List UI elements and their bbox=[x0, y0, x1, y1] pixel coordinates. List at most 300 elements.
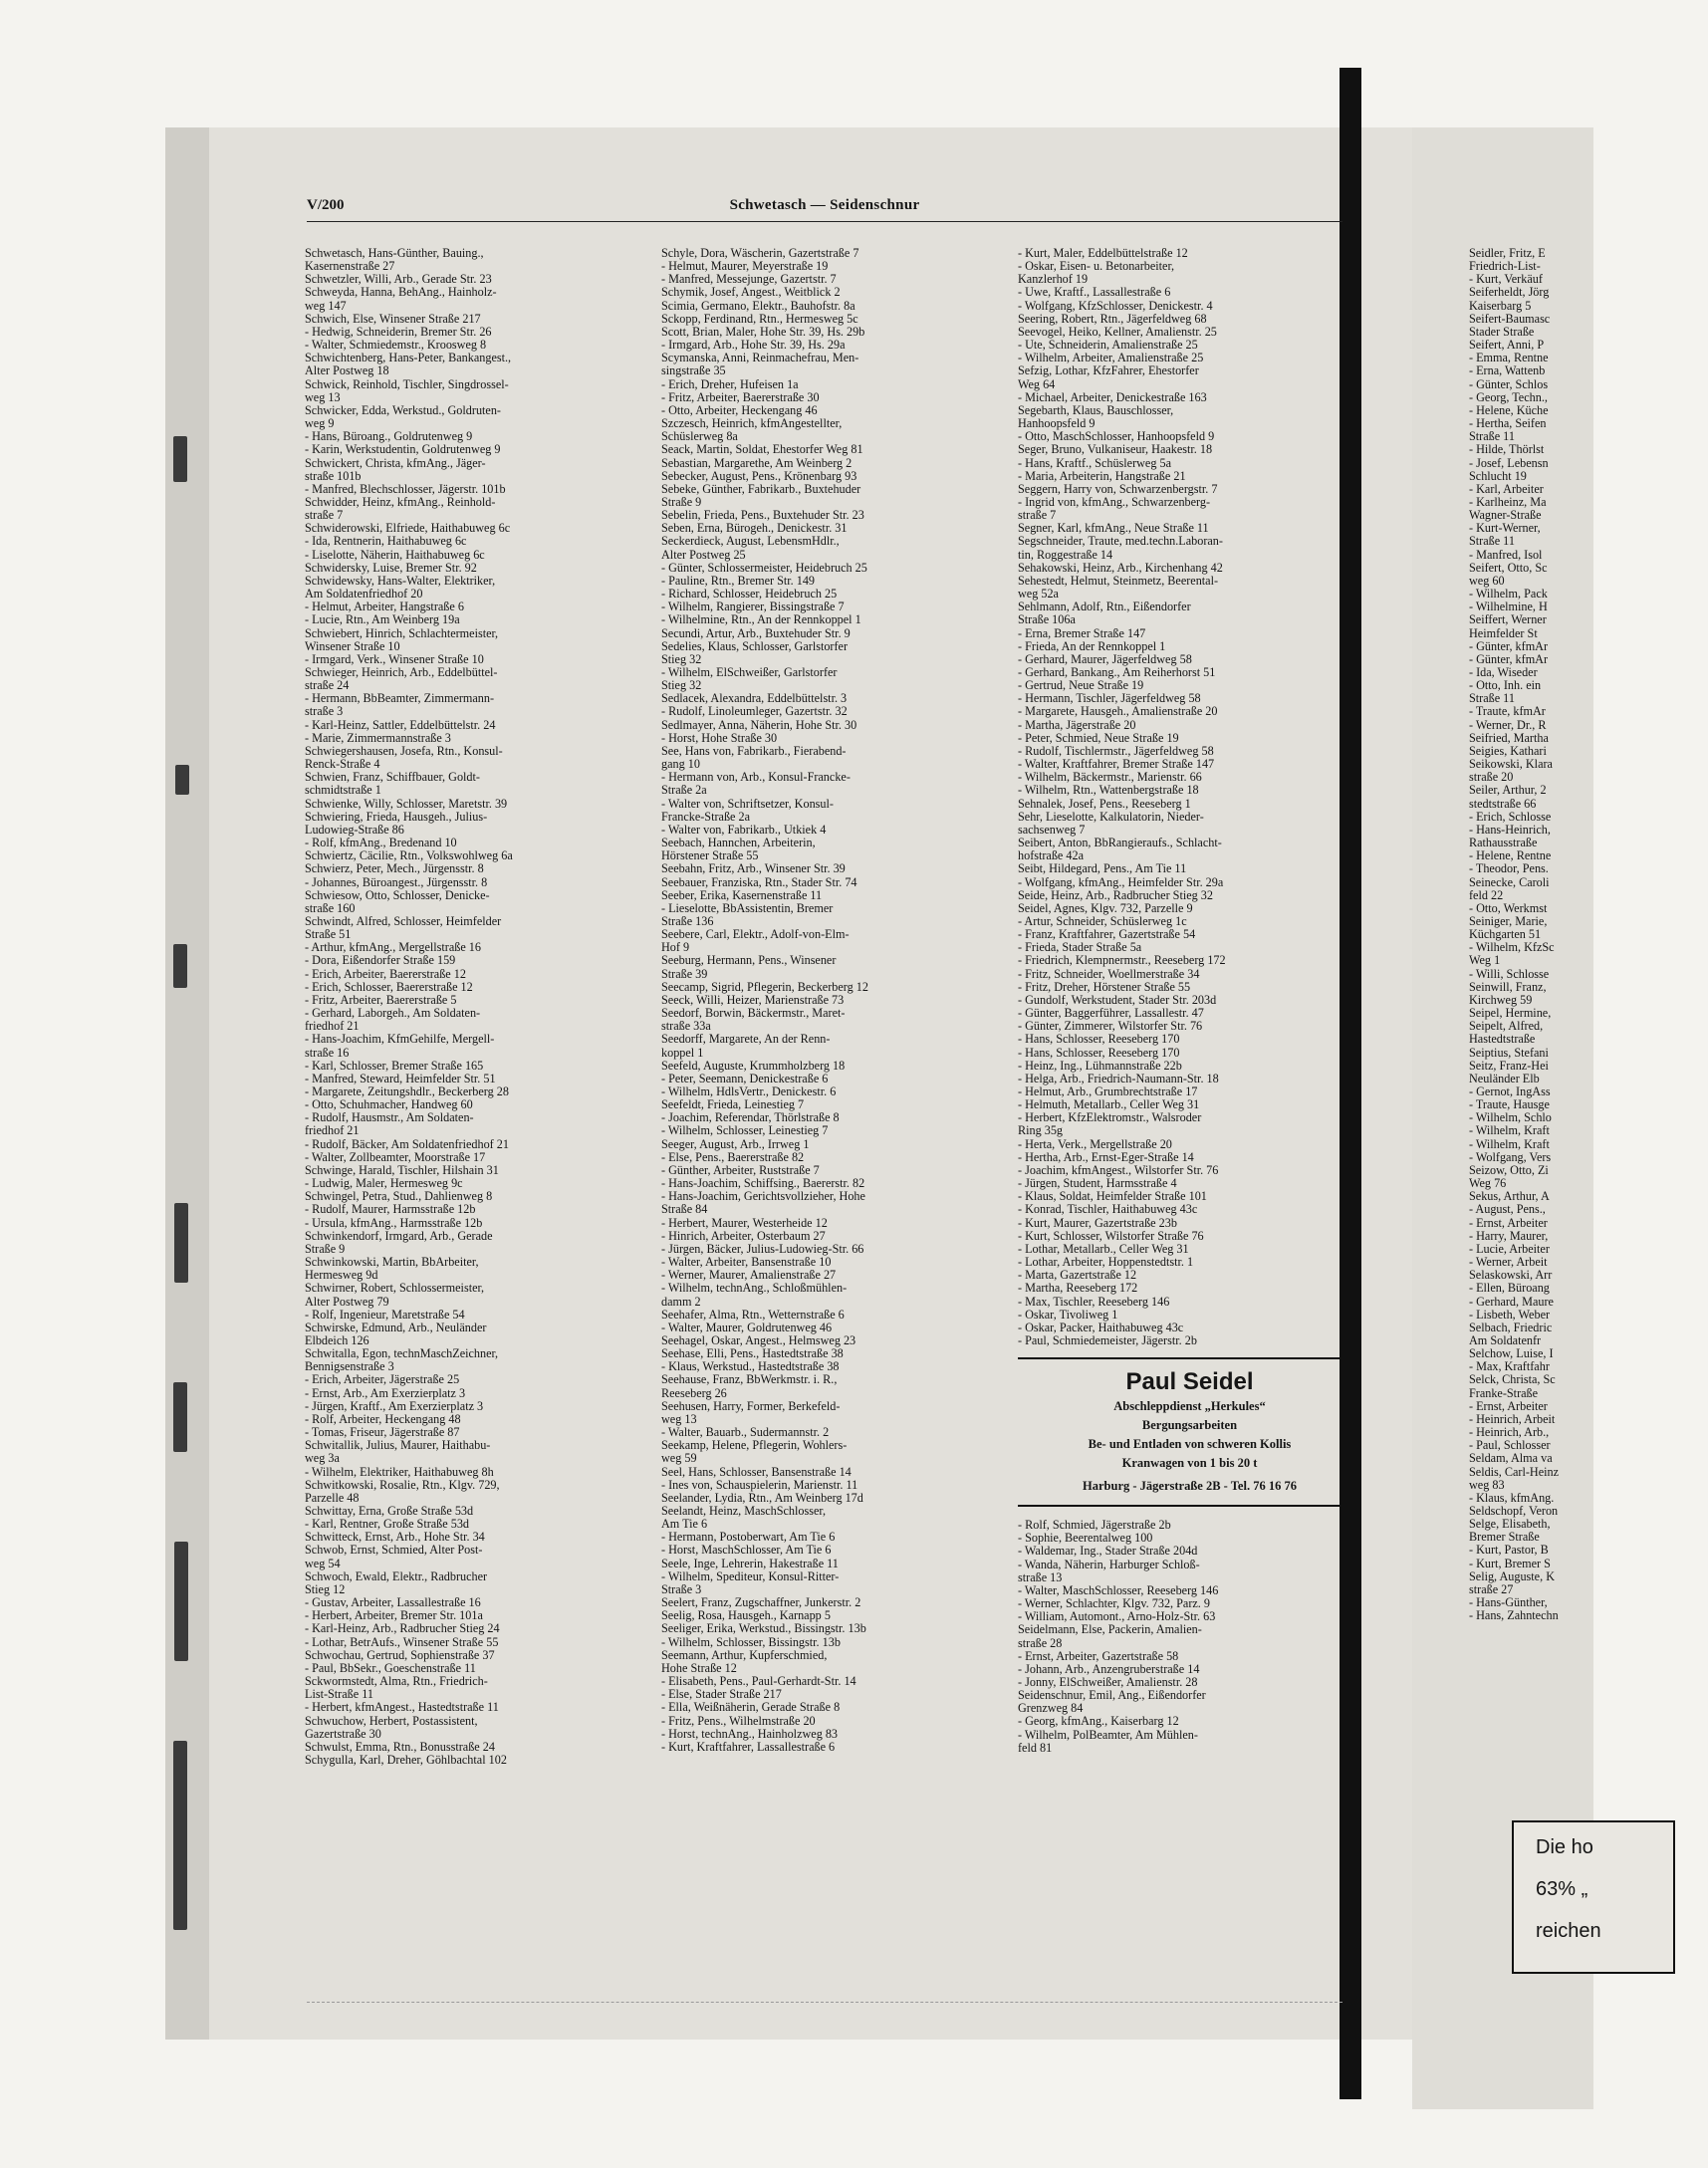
directory-entry: Sedelies, Klaus, Schlosser, Garlstorfer bbox=[661, 638, 849, 653]
directory-entry: Seifert, Otto, Sc bbox=[1469, 560, 1548, 575]
ad-line: Bergungsarbeiten bbox=[1141, 1418, 1238, 1433]
directory-entry: Seebahn, Fritz, Arb., Winsener Str. 39 bbox=[661, 861, 846, 876]
directory-entry: Seinecke, Caroli bbox=[1469, 874, 1550, 889]
directory-entry: Franke-Straße bbox=[1469, 1385, 1539, 1400]
edge-mark bbox=[173, 1741, 187, 1930]
directory-entry: - Karl, Arbeiter bbox=[1469, 481, 1544, 496]
directory-entry: Seldschopf, Veron bbox=[1469, 1504, 1559, 1518]
directory-entry: - Fritz, Schneider, Woellmerstraße 34 bbox=[1018, 966, 1200, 981]
directory-entry: - Paul, Schlosser bbox=[1469, 1438, 1551, 1453]
directory-entry: straße 3 bbox=[305, 704, 344, 719]
directory-entry: Schwinge, Harald, Tischler, Hilshain 31 bbox=[305, 1162, 499, 1177]
directory-entry: Weg 64 bbox=[1018, 376, 1056, 391]
directory-entry: - Wilhelm, PolBeamter, Am Mühlen- bbox=[1018, 1727, 1198, 1742]
directory-entry: Am Soldatenfriedhof 20 bbox=[305, 587, 423, 602]
directory-entry: - Erich, Dreher, Hufeisen 1a bbox=[661, 376, 799, 391]
directory-entry: - Wilhelm, Elektriker, Haithabuweg 8h bbox=[305, 1464, 494, 1479]
directory-entry: - Lisbeth, Weber bbox=[1469, 1307, 1551, 1322]
directory-entry: Ring 35g bbox=[1018, 1123, 1064, 1138]
next-ad-line: reichen bbox=[1536, 1920, 1601, 1942]
directory-entry: Kasernenstraße 27 bbox=[305, 259, 395, 274]
directory-entry: - Ernst, Arb., Am Exerzierplatz 3 bbox=[305, 1385, 466, 1400]
directory-entry: weg 13 bbox=[661, 1411, 697, 1426]
directory-entry: Schwochau, Gertrud, Sophienstraße 37 bbox=[305, 1647, 495, 1662]
directory-column-2 bbox=[661, 247, 1005, 1754]
directory-entry: - Ursula, kfmAng., Harmsstraße 12b bbox=[305, 1215, 483, 1230]
directory-entry: tin, Roggestraße 14 bbox=[1018, 547, 1113, 562]
directory-entry: Straße 39 bbox=[661, 966, 708, 981]
directory-entry: Alter Postweg 18 bbox=[305, 363, 389, 378]
directory-entry: - Walter, Zollbeamter, Moorstraße 17 bbox=[305, 1149, 486, 1164]
directory-entry: - Kurt, Bremer S bbox=[1469, 1556, 1551, 1570]
column-3-entries-continued bbox=[1018, 1519, 1361, 1755]
directory-entry: - Marie, Zimmermannstraße 3 bbox=[305, 730, 451, 745]
directory-entry: Seelander, Lydia, Rtn., Am Weinberg 17d bbox=[661, 1490, 863, 1505]
directory-entry: - Wilhelm, Kraft bbox=[1469, 1123, 1550, 1138]
directory-entry: Seeburg, Hermann, Pens., Winsener bbox=[661, 953, 837, 968]
directory-entry: Küchgarten 51 bbox=[1469, 927, 1542, 942]
directory-entry: - Johannes, Büroangest., Jürgensstr. 8 bbox=[305, 874, 488, 889]
directory-entry: sachsenweg 7 bbox=[1018, 822, 1086, 837]
directory-entry: - Wilhelm, Rangierer, Bissingstraße 7 bbox=[661, 600, 845, 614]
directory-entry: - Otto, Werkmst bbox=[1469, 900, 1548, 915]
directory-entry: - Herbert, KfzElektromstr., Walsroder bbox=[1018, 1110, 1202, 1125]
directory-entry: - Helga, Arb., Friedrich-Naumann-Str. 18 bbox=[1018, 1071, 1219, 1085]
directory-entry: Friedrich-List- bbox=[1469, 259, 1541, 274]
directory-entry: Seele, Inge, Lehrerin, Hakestraße 11 bbox=[661, 1556, 839, 1570]
directory-entry: - Helene, Küche bbox=[1469, 402, 1549, 417]
directory-entry: Schwittay, Erna, Große Straße 53d bbox=[305, 1504, 474, 1518]
directory-entry: - Kurt, Maler, Eddelbüttelstraße 12 bbox=[1018, 246, 1188, 260]
directory-entry: Stieg 32 bbox=[661, 651, 702, 666]
directory-entry: Sebastian, Margarethe, Am Weinberg 2 bbox=[661, 455, 853, 470]
directory-entry: - Ida, Wiseder bbox=[1469, 665, 1538, 679]
directory-entry: - Pauline, Rtn., Bremer Str. 149 bbox=[661, 573, 816, 588]
column-3-entries bbox=[1018, 247, 1361, 1347]
directory-entry: Seibert, Anton, BbRangieraufs., Schlacht- bbox=[1018, 836, 1222, 850]
directory-entry: Parzelle 48 bbox=[305, 1490, 360, 1505]
directory-entry: Schwitalla, Egon, technMaschZeichner, bbox=[305, 1346, 499, 1361]
directory-entry: - Hans, Kraftf., Schüslerweg 5a bbox=[1018, 455, 1171, 470]
directory-entry: Seibt, Hildegard, Pens., Am Tie 11 bbox=[1018, 861, 1187, 876]
directory-entry: - Rudolf, Bäcker, Am Soldatenfriedhof 21 bbox=[305, 1136, 509, 1151]
directory-entry: straße 101b bbox=[305, 468, 362, 483]
directory-entry: Seinwill, Franz, bbox=[1469, 979, 1547, 994]
directory-entry: Seefeldt, Frieda, Leinestieg 7 bbox=[661, 1097, 805, 1112]
directory-entry: - Hans, Schlosser, Reeseberg 170 bbox=[1018, 1045, 1180, 1060]
directory-entry: Seebach, Hannchen, Arbeiterin, bbox=[661, 836, 816, 850]
directory-entry: Seelig, Rosa, Hausgeh., Karnapp 5 bbox=[661, 1608, 831, 1623]
directory-entry: - Max, Tischler, Reeseberg 146 bbox=[1018, 1294, 1170, 1309]
directory-entry: Straße 9 bbox=[661, 494, 702, 509]
directory-entry: Sefzig, Lothar, KfzFahrer, Ehestorfer bbox=[1018, 363, 1199, 378]
directory-entry: weg 9 bbox=[305, 416, 335, 431]
directory-entry: - Rolf, kfmAng., Bredenand 10 bbox=[305, 836, 457, 850]
directory-entry: - Ernst, Arbeiter bbox=[1469, 1215, 1548, 1230]
directory-entry: - Johann, Arb., Anzengruberstraße 14 bbox=[1018, 1661, 1200, 1676]
directory-entry: - Kurt, Kraftfahrer, Lassallestraße 6 bbox=[661, 1739, 836, 1754]
directory-entry: - Lothar, BetrAufs., Winsener Straße 55 bbox=[305, 1634, 499, 1649]
directory-entry: - Lucie, Rtn., Am Weinberg 19a bbox=[305, 612, 460, 627]
directory-entry: - Wilhelm, ElSchweißer, Garlstorfer bbox=[661, 665, 838, 679]
directory-entry: - Werner, Arbeit bbox=[1469, 1255, 1548, 1270]
directory-entry: - Wilhelm, Rtn., Wattenbergstraße 18 bbox=[1018, 783, 1199, 798]
directory-entry: Schwindt, Alfred, Schlosser, Heimfelder bbox=[305, 913, 502, 928]
edge-mark bbox=[173, 436, 187, 482]
directory-entry: Schwiegershausen, Josefa, Rtn., Konsul- bbox=[305, 743, 503, 758]
bottom-rule bbox=[307, 2002, 1342, 2003]
directory-entry: Straße 51 bbox=[305, 927, 352, 942]
directory-entry: - Rudolf, Linoleumleger, Gazertstr. 32 bbox=[661, 704, 848, 719]
directory-entry: - Herta, Verk., Mergellstraße 20 bbox=[1018, 1136, 1172, 1151]
directory-entry: - Wilhelm, Schlosser, Leinestieg 7 bbox=[661, 1123, 829, 1138]
directory-entry: stedtstraße 66 bbox=[1469, 796, 1537, 811]
directory-entry: - Margarete, Zeitungshdlr., Beckerberg 28 bbox=[305, 1084, 509, 1098]
directory-entry: - Frieda, An der Rennkoppel 1 bbox=[1018, 638, 1166, 653]
directory-entry: Schwirner, Robert, Schlossermeister, bbox=[305, 1281, 485, 1296]
binding-edge bbox=[165, 127, 209, 2040]
directory-entry: Seifried, Martha bbox=[1469, 730, 1549, 745]
directory-entry: hofstraße 42a bbox=[1018, 848, 1084, 863]
directory-entry: - Rudolf, Hausmstr., Am Soldaten- bbox=[305, 1110, 474, 1125]
directory-entry: Stieg 12 bbox=[305, 1581, 346, 1596]
directory-entry: - Hinrich, Arbeiter, Osterbaum 27 bbox=[661, 1228, 826, 1243]
directory-entry: damm 2 bbox=[661, 1294, 701, 1309]
directory-entry: - Oskar, Tivoliweg 1 bbox=[1018, 1307, 1118, 1322]
directory-entry: Seikowski, Klara bbox=[1469, 757, 1553, 772]
directory-entry: Sebelin, Frieda, Pens., Buxtehuder Str. 23 bbox=[661, 508, 864, 523]
directory-entry: - Franz, Kraftfahrer, Gazertstraße 54 bbox=[1018, 927, 1196, 942]
directory-entry: Kirchweg 59 bbox=[1469, 992, 1533, 1007]
directory-entry: Scimia, Germano, Elektr., Bauhofstr. 8a bbox=[661, 298, 855, 313]
directory-entry: Seebauer, Franziska, Rtn., Stader Str. 74 bbox=[661, 874, 857, 889]
directory-entry: - Jonny, ElSchweißer, Amalienstr. 28 bbox=[1018, 1675, 1198, 1689]
directory-entry: Schymik, Josef, Angest., Weitblick 2 bbox=[661, 285, 841, 300]
directory-entry: Rathausstraße bbox=[1469, 836, 1538, 850]
directory-entry: Seefeld, Auguste, Krummholzberg 18 bbox=[661, 1058, 846, 1073]
directory-entry: Schüslerweg 8a bbox=[661, 429, 738, 444]
directory-entry: Selge, Elisabeth, bbox=[1469, 1517, 1551, 1532]
directory-entry: - Waldemar, Ing., Stader Straße 204d bbox=[1018, 1544, 1198, 1559]
directory-entry: Francke-Straße 2a bbox=[661, 809, 750, 824]
directory-entry: Seehause, Franz, BbWerkmstr. i. R., bbox=[661, 1372, 838, 1387]
directory-column-1 bbox=[305, 247, 648, 1767]
directory-entry: - Michael, Arbeiter, Denickestraße 163 bbox=[1018, 389, 1207, 404]
directory-entry: Schwiesow, Otto, Schlosser, Denicke- bbox=[305, 887, 490, 902]
directory-entry: - Gerhard, Maurer, Jägerfeldweg 58 bbox=[1018, 651, 1192, 666]
directory-entry: - Harry, Maurer, bbox=[1469, 1228, 1549, 1243]
directory-entry: Schwob, Ernst, Schmied, Alter Post- bbox=[305, 1543, 483, 1558]
directory-entry: Seelandt, Heinz, MaschSchlosser, bbox=[661, 1504, 827, 1518]
directory-entry: Hof 9 bbox=[661, 940, 690, 955]
directory-entry: - Günter, kfmAr bbox=[1469, 651, 1549, 666]
directory-entry: - Kurt, Schlosser, Wilstorfer Straße 76 bbox=[1018, 1228, 1204, 1243]
directory-entry: Straße 136 bbox=[661, 913, 714, 928]
directory-entry: - Fritz, Arbeiter, Baererstraße 5 bbox=[305, 992, 457, 1007]
directory-entry: Stader Straße bbox=[1469, 324, 1535, 339]
directory-entry: gang 10 bbox=[661, 757, 700, 772]
directory-entry: singstraße 35 bbox=[661, 363, 726, 378]
directory-entry: Sebeke, Günther, Fabrikarb., Buxtehuder bbox=[661, 481, 861, 496]
directory-entry: - Erich, Arbeiter, Jägerstraße 25 bbox=[305, 1372, 460, 1387]
directory-entry: Sehr, Lieselotte, Kalkulatorin, Nieder- bbox=[1018, 809, 1204, 824]
directory-entry: - Irmgard, Verk., Winsener Straße 10 bbox=[305, 651, 484, 666]
directory-entry: Hanhoopsfeld 9 bbox=[1018, 416, 1096, 431]
directory-entry: straße 7 bbox=[305, 508, 344, 523]
directory-entry: - Marta, Gazertstraße 12 bbox=[1018, 1268, 1137, 1283]
directory-entry: - Manfred, Messejunge, Gazertstr. 7 bbox=[661, 272, 837, 287]
directory-entry: Heimfelder St bbox=[1469, 625, 1538, 640]
directory-entry: Straße 9 bbox=[305, 1241, 346, 1256]
directory-entry: - Frieda, Stader Straße 5a bbox=[1018, 940, 1142, 955]
directory-entry: Seehagel, Oskar, Angest., Helmsweg 23 bbox=[661, 1332, 856, 1347]
directory-entry: - Hermann, Tischler, Jägerfeldweg 58 bbox=[1018, 691, 1201, 706]
directory-entry: Selck, Christa, Sc bbox=[1469, 1372, 1556, 1387]
directory-entry: - Gundolf, Werkstudent, Stader Str. 203d bbox=[1018, 992, 1217, 1007]
next-ad-line: Die ho bbox=[1536, 1836, 1593, 1858]
directory-entry: - Gernot, IngAss bbox=[1469, 1084, 1551, 1098]
directory-entry: Straße 84 bbox=[661, 1202, 708, 1217]
directory-entry: Seigies, Kathari bbox=[1469, 743, 1547, 758]
directory-entry: See, Hans von, Fabrikarb., Fierabend- bbox=[661, 743, 847, 758]
directory-entry: - Helmut, Arbeiter, Hangstraße 6 bbox=[305, 600, 464, 614]
directory-entry: Am Soldatenfr bbox=[1469, 1332, 1542, 1347]
directory-entry: Reeseberg 26 bbox=[661, 1385, 727, 1400]
directory-entry: Seeger, August, Arb., Irrweg 1 bbox=[661, 1136, 810, 1151]
directory-entry: - Jürgen, Bäcker, Julius-Ludowieg-Str. 66 bbox=[661, 1241, 864, 1256]
directory-entry: Seifert-Baumasc bbox=[1469, 311, 1551, 326]
directory-entry: Seggern, Harry von, Schwarzenbergstr. 7 bbox=[1018, 481, 1218, 496]
directory-entry: - Manfred, Isol bbox=[1469, 547, 1543, 562]
directory-entry: - Wolfgang, KfzSchlosser, Denickestr. 4 bbox=[1018, 298, 1213, 313]
directory-entry: straße 13 bbox=[1018, 1569, 1063, 1584]
directory-entry: straße 28 bbox=[1018, 1635, 1063, 1650]
directory-entry: - Erna, Bremer Straße 147 bbox=[1018, 625, 1146, 640]
directory-entry: Schwitteck, Ernst, Arb., Hohe Str. 34 bbox=[305, 1530, 485, 1545]
directory-entry: - Günter, Baggerführer, Lassallestr. 47 bbox=[1018, 1006, 1204, 1021]
directory-entry: Weg 1 bbox=[1469, 953, 1501, 968]
directory-entry: Sehestedt, Helmut, Steinmetz, Beerental- bbox=[1018, 573, 1219, 588]
directory-entry: weg 83 bbox=[1469, 1477, 1505, 1492]
directory-entry: Schwiderowski, Elfriede, Haithabuweg 6c bbox=[305, 521, 511, 536]
directory-entry: Seebere, Carl, Elektr., Adolf-von-Elm- bbox=[661, 927, 850, 942]
directory-entry: - Theodor, Pens. bbox=[1469, 861, 1549, 876]
directory-entry: - Horst, MaschSchlosser, Am Tie 6 bbox=[661, 1543, 832, 1558]
directory-entry: - Helene, Rentne bbox=[1469, 848, 1552, 863]
directory-entry: Straße 2a bbox=[661, 783, 707, 798]
directory-entry: Schwoch, Ewald, Elektr., Radbrucher bbox=[305, 1568, 488, 1583]
directory-entry: - Karl, Rentner, Große Straße 53d bbox=[305, 1517, 470, 1532]
directory-entry: - Ida, Rentnerin, Haithabuweg 6c bbox=[305, 534, 467, 549]
directory-entry: koppel 1 bbox=[661, 1045, 704, 1060]
directory-entry: Seckerdieck, August, LebensmHdlr., bbox=[661, 534, 840, 549]
directory-entry: Schlucht 19 bbox=[1469, 468, 1527, 483]
directory-entry: - Helmuth, Metallarb., Celler Weg 31 bbox=[1018, 1097, 1200, 1112]
directory-entry: Seeliger, Erika, Werkstud., Bissingstr. 13b bbox=[661, 1621, 866, 1636]
directory-entry: Seemann, Arthur, Kupferschmied, bbox=[661, 1647, 828, 1662]
directory-entry: Szczesch, Heinrich, kfmAngestellter, bbox=[661, 416, 843, 431]
directory-entry: Schygulla, Karl, Dreher, Göhlbachtal 102 bbox=[305, 1752, 507, 1767]
directory-entry: - Walter von, Schriftsetzer, Konsul- bbox=[661, 796, 834, 811]
directory-entry: - Wilhelm, Spediteur, Konsul-Ritter- bbox=[661, 1568, 840, 1583]
directory-entry: - Elisabeth, Pens., Paul-Gerhardt-Str. 14 bbox=[661, 1674, 856, 1689]
advertisement-paul-seidel bbox=[1018, 1357, 1361, 1507]
directory-entry: - Gerhard, Maure bbox=[1469, 1294, 1554, 1309]
directory-entry: Seekamp, Helene, Pflegerin, Wohlers- bbox=[661, 1438, 848, 1453]
directory-entry: - Gertrud, Neue Straße 19 bbox=[1018, 678, 1144, 693]
directory-entry: - Erna, Wattenb bbox=[1469, 363, 1546, 378]
directory-entry: Gazertstraße 30 bbox=[305, 1726, 381, 1741]
directory-entry: Straße 106a bbox=[1018, 612, 1076, 627]
directory-entry: straße 20 bbox=[1469, 770, 1514, 785]
directory-entry: - Ingrid von, kfmAng., Schwarzenberg- bbox=[1018, 494, 1211, 509]
directory-entry: - Hans-Günther, bbox=[1469, 1595, 1548, 1610]
directory-entry: Seedorf, Borwin, Bäckermstr., Maret- bbox=[661, 1006, 846, 1021]
directory-entry: - Wilhelm, Kraft bbox=[1469, 1136, 1550, 1151]
directory-entry: - Peter, Seemann, Denickestraße 6 bbox=[661, 1071, 829, 1085]
directory-entry: - Sophie, Beerentalweg 100 bbox=[1018, 1531, 1153, 1546]
directory-entry: Seedorff, Margarete, An der Renn- bbox=[661, 1032, 831, 1047]
directory-entry: - Otto, Arbeiter, Heckengang 46 bbox=[661, 402, 818, 417]
directory-entry: - Ella, Weißnäherin, Gerade Straße 8 bbox=[661, 1700, 841, 1715]
directory-entry: Schwien, Franz, Schiffbauer, Goldt- bbox=[305, 770, 480, 785]
next-page-advertisement bbox=[1512, 1820, 1675, 1974]
directory-entry: - Ellen, Büroang bbox=[1469, 1281, 1550, 1296]
directory-entry: - Joachim, Referendar, Thörlstraße 8 bbox=[661, 1110, 840, 1125]
directory-entry: Seidel, Agnes, Klgv. 732, Parzelle 9 bbox=[1018, 900, 1193, 915]
directory-entry: - Lucie, Arbeiter bbox=[1469, 1241, 1550, 1256]
next-page-edge bbox=[1412, 127, 1601, 2109]
directory-entry: - Gustav, Arbeiter, Lassallestraße 16 bbox=[305, 1595, 481, 1610]
directory-entry: Schwidder, Heinz, kfmAng., Reinhold- bbox=[305, 494, 496, 509]
directory-entry: Seiptius, Stefani bbox=[1469, 1045, 1549, 1060]
directory-entry: - Erich, Schlosser, Baererstraße 12 bbox=[305, 979, 473, 994]
directory-entry: Scymanska, Anni, Reinmachefrau, Men- bbox=[661, 351, 859, 365]
directory-entry: Schwinkowski, Martin, BbArbeiter, bbox=[305, 1255, 479, 1270]
directory-entry: - Martha, Reeseberg 172 bbox=[1018, 1281, 1138, 1296]
directory-entry: weg 54 bbox=[305, 1556, 341, 1570]
directory-entry: - Max, Kraftfahr bbox=[1469, 1359, 1550, 1374]
directory-entry: Selbach, Friedric bbox=[1469, 1320, 1553, 1334]
directory-entry: Seipel, Hermine, bbox=[1469, 1006, 1552, 1021]
directory-entry: - Wilhelm, technAng., Schloßmühlen- bbox=[661, 1281, 848, 1296]
directory-entry: Schyle, Dora, Wäscherin, Gazertstraße 7 bbox=[661, 246, 859, 260]
directory-entry: - Willi, Schlosse bbox=[1469, 966, 1550, 981]
directory-entry: - Peter, Schmied, Neue Straße 19 bbox=[1018, 730, 1179, 745]
directory-entry: - Gerhard, Bankang., Am Reiherhorst 51 bbox=[1018, 665, 1216, 679]
directory-entry: - Hans, Zahntechn bbox=[1469, 1608, 1559, 1623]
directory-entry: Schwichtenberg, Hans-Peter, Bankangest., bbox=[305, 351, 512, 365]
directory-entry: feld 81 bbox=[1018, 1740, 1053, 1755]
directory-entry: - Else, Stader Straße 217 bbox=[661, 1687, 782, 1702]
directory-entry: Segschneider, Traute, med.techn.Laboran- bbox=[1018, 534, 1223, 549]
directory-entry: - Karl-Heinz, Sattler, Eddelbüttelstr. 24 bbox=[305, 717, 496, 732]
directory-entry: - Hans, Büroang., Goldrutenweg 9 bbox=[305, 429, 473, 444]
directory-column-3 bbox=[1018, 247, 1361, 1755]
directory-entry: - Liselotte, Näherin, Haithabuweg 6c bbox=[305, 547, 485, 562]
directory-entry: - Günter, Schlos bbox=[1469, 376, 1549, 391]
directory-entry: - Walter, MaschSchlosser, Reeseberg 146 bbox=[1018, 1582, 1219, 1597]
directory-entry: Hörstener Straße 55 bbox=[661, 848, 759, 863]
directory-entry: Straße 11 bbox=[1469, 429, 1515, 444]
directory-entry: - Hermann, Postoberwart, Am Tie 6 bbox=[661, 1530, 836, 1545]
directory-entry: - Hans-Joachim, KfmGehilfe, Mergell- bbox=[305, 1032, 495, 1047]
directory-entry: - Hans-Joachim, Gerichtsvollzieher, Hohe bbox=[661, 1189, 865, 1204]
directory-entry: Schwitallik, Julius, Maurer, Haithabu- bbox=[305, 1438, 491, 1453]
directory-entry: - Rolf, Ingenieur, Maretstraße 54 bbox=[305, 1307, 465, 1322]
directory-entry: - Wilhelm, KfzSc bbox=[1469, 940, 1555, 955]
directory-entry: Am Tie 6 bbox=[661, 1517, 708, 1532]
directory-entry: - Richard, Schlosser, Heidebruch 25 bbox=[661, 587, 838, 602]
directory-entry: - Herbert, kfmAngest., Hastedtstraße 11 bbox=[305, 1700, 499, 1715]
directory-entry: straße 24 bbox=[305, 678, 350, 693]
directory-entry: Seidelmann, Else, Packerin, Amalien- bbox=[1018, 1622, 1202, 1637]
directory-entry: Ludowieg-Straße 86 bbox=[305, 822, 404, 837]
directory-entry: - Kurt-Werner, bbox=[1469, 521, 1541, 536]
directory-entry: Schweyda, Hanna, BehAng., Hainholz- bbox=[305, 285, 497, 300]
directory-entry: Kaiserbarg 5 bbox=[1469, 298, 1532, 313]
directory-entry: Schwitkowski, Rosalie, Rtn., Klgv. 729, bbox=[305, 1477, 500, 1492]
directory-entry: - Hans-Joachim, Schiffsing., Baererstr. 82 bbox=[661, 1176, 865, 1191]
directory-entry: Weg 76 bbox=[1469, 1176, 1507, 1191]
next-page-column bbox=[1469, 247, 1708, 1622]
directory-entry: Schwicker, Edda, Werkstud., Goldruten- bbox=[305, 402, 501, 417]
directory-entry: - Walter, Kraftfahrer, Bremer Straße 147 bbox=[1018, 757, 1215, 772]
directory-entry: - Ernst, Arbeiter, Gazertstraße 58 bbox=[1018, 1648, 1179, 1663]
directory-entry: - Fritz, Arbeiter, Baererstraße 30 bbox=[661, 389, 820, 404]
directory-entry: - Ernst, Arbeiter bbox=[1469, 1398, 1548, 1413]
directory-entry: Schwidersky, Luise, Bremer Str. 92 bbox=[305, 560, 477, 575]
directory-entry: - Ines von, Schauspielerin, Marienstr. 11 bbox=[661, 1477, 858, 1492]
directory-entry: Scott, Brian, Maler, Hohe Str. 39, Hs. 29b bbox=[661, 324, 865, 339]
directory-entry: Schwienke, Willy, Schlosser, Maretstr. 39 bbox=[305, 796, 508, 811]
directory-entry: - Otto, Schuhmacher, Handweg 60 bbox=[305, 1097, 473, 1112]
directory-entry: - Walter, Bauarb., Sudermannstr. 2 bbox=[661, 1425, 830, 1440]
directory-entry: - Hans-Heinrich, bbox=[1469, 822, 1551, 837]
directory-entry: - Otto, MaschSchlosser, Hanhoopsfeld 9 bbox=[1018, 429, 1215, 444]
directory-entry: Seeber, Erika, Kasernenstraße 11 bbox=[661, 887, 823, 902]
directory-entry: - Kurt, Maurer, Gazertstraße 23b bbox=[1018, 1215, 1177, 1230]
directory-entry: - William, Automont., Arno-Holz-Str. 63 bbox=[1018, 1609, 1216, 1624]
directory-entry: - Günther, Arbeiter, Ruststraße 7 bbox=[661, 1162, 820, 1177]
directory-entry: Selaskowski, Arr bbox=[1469, 1268, 1553, 1283]
directory-entry: Seldis, Carl-Heinz bbox=[1469, 1464, 1560, 1479]
directory-entry: - Artur, Schneider, Schüslerweg 1c bbox=[1018, 913, 1187, 928]
directory-entry: Sckopp, Ferdinand, Rtn., Hermesweg 5c bbox=[661, 311, 858, 326]
directory-entry: - Hilde, Thörlst bbox=[1469, 442, 1545, 457]
directory-entry: Schwiertz, Cäcilie, Rtn., Volkswohlweg 6a bbox=[305, 848, 513, 863]
directory-entry: - Lothar, Arbeiter, Hoppenstedtstr. 1 bbox=[1018, 1255, 1194, 1270]
directory-entry: - Karl-Heinz, Arb., Radbrucher Stieg 24 bbox=[305, 1621, 500, 1636]
directory-entry: - Erich, Schlosse bbox=[1469, 809, 1552, 824]
directory-entry: Seipelt, Alfred, bbox=[1469, 1019, 1544, 1034]
directory-entry: Sehakowski, Heinz, Arb., Kirchenhang 42 bbox=[1018, 560, 1223, 575]
directory-entry: - Helmut, Arb., Grumbrechtstraße 17 bbox=[1018, 1084, 1198, 1098]
directory-entry: Seidenschnur, Emil, Ang., Eißendorfer bbox=[1018, 1688, 1206, 1703]
directory-entry: Seger, Bruno, Vulkaniseur, Haakestr. 18 bbox=[1018, 442, 1213, 457]
directory-entry: - Walter, Arbeiter, Bansenstraße 10 bbox=[661, 1255, 832, 1270]
directory-entry: weg 3a bbox=[305, 1451, 340, 1466]
directory-entry: - Oskar, Eisen- u. Betonarbeiter, bbox=[1018, 259, 1175, 274]
directory-entry: - Karl, Schlosser, Bremer Straße 165 bbox=[305, 1058, 484, 1073]
directory-entry: - Herbert, Maurer, Westerheide 12 bbox=[661, 1215, 828, 1230]
directory-entry: Selig, Auguste, K bbox=[1469, 1568, 1555, 1583]
directory-entry: - Wolfgang, kfmAng., Heimfelder Str. 29a bbox=[1018, 874, 1224, 889]
directory-entry: - Wilhelm, Schlo bbox=[1469, 1110, 1552, 1125]
directory-entry: Schwiebert, Hinrich, Schlachtermeister, bbox=[305, 625, 499, 640]
directory-entry: friedhof 21 bbox=[305, 1123, 360, 1138]
directory-entry: - Wilhelm, Pack bbox=[1469, 587, 1548, 602]
